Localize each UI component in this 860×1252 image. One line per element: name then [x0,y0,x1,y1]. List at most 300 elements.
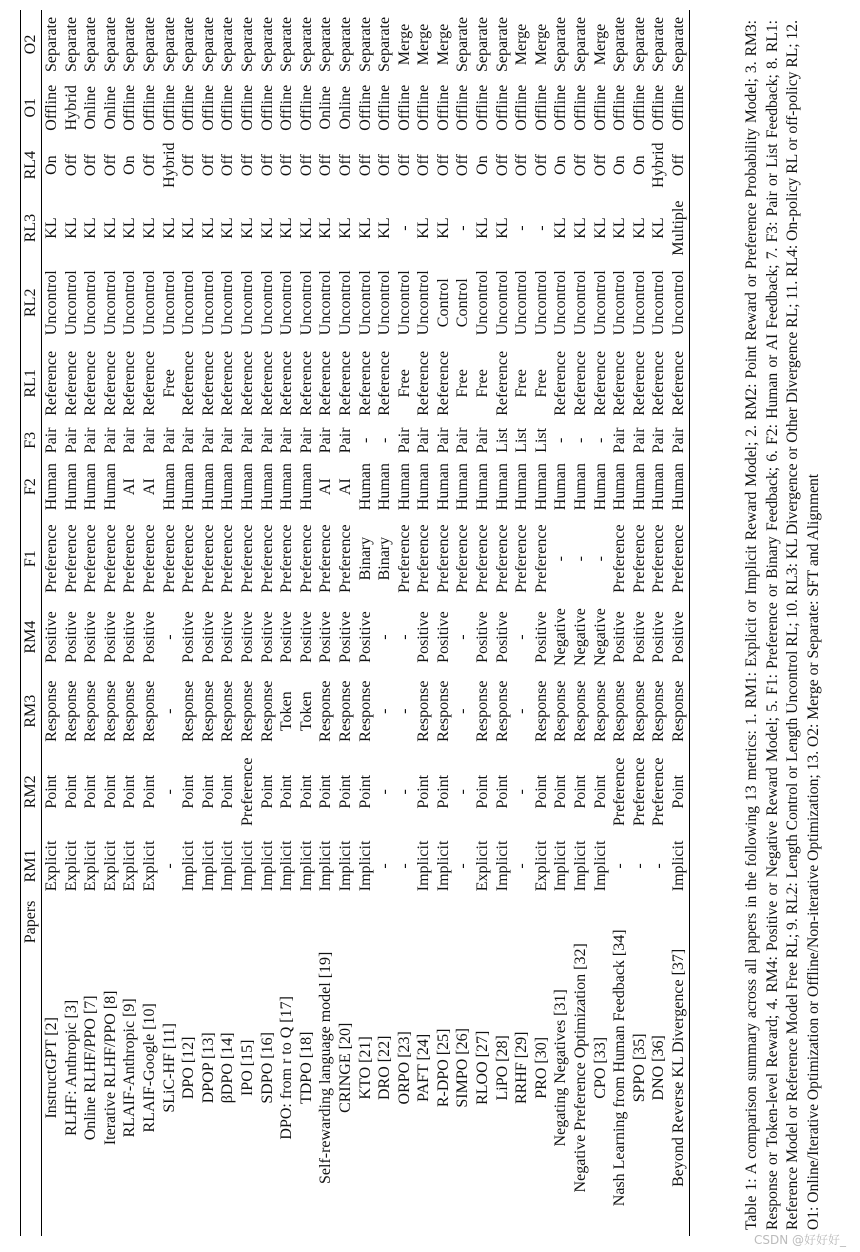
paper-name-cell: Negating Negatives [31] [552,989,570,1147]
column-header-rm3: RM3 [21,673,42,749]
cell-rl1: Reference [376,350,394,416]
cell-rl4: Off [513,154,531,177]
cell-rl4: Off [591,154,609,177]
cell-rm3: Response [336,680,354,742]
cell-rm1: Implicit [317,840,335,892]
cell-rl3: KL [650,217,668,239]
cell-rl4: Off [199,154,217,177]
cell-rm4: Positive [670,611,687,663]
cell-f3: Pair [630,427,648,454]
table-row [336,10,356,1236]
cell-rl2: Control [434,278,452,328]
table-row [610,10,630,1236]
cell-rm1: Explicit [62,840,80,892]
cell-rl3: KL [160,217,178,239]
cell-rl2: Uncontrol [532,270,550,336]
cell-rm2: Point [572,774,590,809]
cell-rl4: Off [62,154,80,177]
table-row [395,10,415,1236]
cell-rl2: Uncontrol [415,270,433,336]
cell-rl2: Uncontrol [101,270,119,336]
column-header-rl4: RL4 [21,137,42,194]
cell-o2: Separate [650,16,668,72]
cell-o1: Offline [474,84,492,131]
cell-rm1: - [630,863,648,869]
cell-rl3: KL [238,217,256,239]
cell-rl1: Free [513,369,531,398]
cell-f3: Pair [199,427,217,454]
table-row [375,10,395,1236]
cell-rl1: Reference [552,350,570,416]
cell-rl2: Uncontrol [474,270,492,336]
cell-o2: Merge [415,23,433,66]
cell-rm1: Implicit [199,840,217,892]
paper-name-cell: βDPO [14] [219,1032,237,1104]
table-row [512,10,532,1236]
cell-f1: Preference [611,524,629,593]
cell-rm4: Positive [101,611,119,663]
cell-rl1: Free [395,369,413,398]
cell-f1: Preference [493,524,511,593]
cell-rm2: Point [199,774,217,809]
table-row [42,10,62,1236]
paper-name-cell: CPO [33] [591,1036,609,1099]
cell-rm2: Point [297,774,315,809]
cell-o1: Offline [376,84,394,131]
cell-rl4: Off [454,154,472,177]
cell-o1: Offline [650,84,668,131]
cell-rm2: Point [434,774,452,809]
cell-f1: Preference [180,524,198,593]
cell-rm3: - [513,708,531,714]
cell-rl2: Uncontrol [82,270,100,336]
paper-name-cell: RLHF: Anthropic [3] [62,999,80,1136]
cell-rl1: Reference [219,350,237,416]
cell-rl4: Off [532,154,550,177]
cell-rl1: Reference [62,350,80,416]
cell-o2: Separate [160,16,178,72]
cell-o1: Offline [160,84,178,131]
cell-o1: Offline [121,84,139,131]
cell-f1: Preference [513,524,531,593]
cell-rl1: Reference [140,350,158,416]
cell-f1: Preference [160,524,178,593]
table-row [258,10,278,1236]
cell-rm1: Implicit [572,840,590,892]
cell-f3: Pair [121,427,139,454]
cell-rl2: Uncontrol [670,270,687,336]
paper-name-cell: R-DPO [25] [434,1028,452,1108]
cell-rm2: Point [670,774,687,809]
cell-rl3: KL [474,217,492,239]
cell-f2: Human [630,463,648,511]
cell-o1: Offline [434,84,452,131]
cell-rl4: Off [336,154,354,177]
cell-f2: Human [572,463,590,511]
cell-rl2: Uncontrol [278,270,296,336]
cell-o1: Offline [278,84,296,131]
cell-rm1: Explicit [101,840,119,892]
cell-f2: Human [82,463,100,511]
cell-rl1: Reference [572,350,590,416]
cell-o1: Offline [297,84,315,131]
table-row [571,10,591,1236]
cell-f2: Human [278,463,296,511]
cell-f3: - [356,437,374,443]
cell-rm4: Positive [434,611,452,663]
cell-rl2: Uncontrol [180,270,198,336]
cell-rl2: Uncontrol [199,270,217,336]
cell-rm1: Implicit [219,840,237,892]
cell-rm1: - [376,863,394,869]
cell-rl3: - [454,225,472,231]
cell-f2: Human [670,463,687,511]
cell-rl2: Uncontrol [297,270,315,336]
cell-rm4: - [395,634,413,640]
cell-o1: Offline [552,84,570,131]
cell-rm4: Positive [62,611,80,663]
cell-rl2: Uncontrol [630,270,648,336]
cell-f1: Preference [317,524,335,593]
cell-rm2: Point [356,774,374,809]
cell-rl2: Uncontrol [493,270,511,336]
cell-rl3: - [532,225,550,231]
cell-rl3: KL [552,217,570,239]
cell-rm4: Positive [43,611,60,663]
cell-f2: AI [121,478,139,496]
paper-name-cell: Iterative RLHF/PPO [8] [101,990,119,1146]
cell-f1: - [591,555,609,562]
paper-name-cell: Negative Preference Optimization [32] [572,943,590,1193]
table-row [218,10,238,1236]
table-row [356,10,376,1236]
paper-name-cell: DPO [12] [180,1036,198,1100]
table-row [434,10,454,1236]
cell-f1: - [552,555,570,562]
cell-rl1: Reference [238,350,256,416]
cell-o1: Online [101,85,119,130]
cell-rl4: Hybrid [160,142,178,188]
cell-o2: Separate [670,16,687,72]
cell-rl2: Uncontrol [62,270,80,336]
cell-f1: Preference [121,524,139,593]
cell-rl4: On [474,155,492,175]
cell-o2: Separate [474,16,492,72]
cell-rm2: Preference [238,757,256,826]
cell-f3: Pair [43,427,60,454]
cell-rl2: Uncontrol [356,270,374,336]
cell-f2: Human [238,463,256,511]
cell-rl3: KL [317,217,335,239]
cell-rm1: Implicit [356,840,374,892]
cell-rm4: Negative [572,608,590,666]
cell-rm3: Response [258,680,276,742]
cell-rm4: Positive [140,611,158,663]
cell-o1: Offline [219,84,237,131]
cell-rl2: Uncontrol [121,270,139,336]
cell-rm1: Explicit [43,840,60,892]
cell-rm3: Response [43,680,60,742]
cell-rl4: Off [395,154,413,177]
cell-rm4: Positive [199,611,217,663]
cell-f1: Preference [474,524,492,593]
cell-rl2: Uncontrol [395,270,413,336]
cell-o1: Offline [199,84,217,131]
cell-rl3: KL [591,217,609,239]
cell-rl4: Off [258,154,276,177]
cell-rm4: Positive [180,611,198,663]
column-header-f1: F1 [21,516,42,601]
cell-rl3: KL [336,217,354,239]
cell-rm4: Positive [336,611,354,663]
cell-rl4: Off [219,154,237,177]
paper-name-cell: CRINGE [20] [336,1022,354,1113]
cell-rm1: Implicit [434,840,452,892]
cell-f2: Human [376,463,394,511]
cell-o2: Separate [356,16,374,72]
cell-rm3: Response [356,680,374,742]
cell-o1: Offline [356,84,374,131]
cell-f3: - [376,437,394,443]
cell-f3: Pair [317,427,335,454]
cell-rl1: Reference [180,350,198,416]
cell-o2: Separate [493,16,511,72]
cell-f2: AI [140,478,158,496]
cell-rl3: KL [356,217,374,239]
cell-rm4: Positive [630,611,648,663]
table-row [493,10,513,1236]
cell-rl2: Uncontrol [336,270,354,336]
cell-rm1: Implicit [180,840,198,892]
cell-rm1: Explicit [121,840,139,892]
table-row [532,10,552,1236]
cell-rm2: Point [62,774,80,809]
cell-f3: - [572,437,590,443]
cell-o2: Separate [611,16,629,72]
cell-o1: Offline [43,84,60,131]
cell-rl4: Off [415,154,433,177]
cell-rm3: Response [415,680,433,742]
cell-o2: Separate [62,16,80,72]
cell-rm2: Point [180,774,198,809]
paper-name-cell: SLiC-HF [11] [160,1023,178,1113]
cell-f3: Pair [219,427,237,454]
cell-rm1: Explicit [140,840,158,892]
cell-f2: Human [258,463,276,511]
cell-rm4: - [454,634,472,640]
cell-rl3: KL [199,217,217,239]
paper-name-cell: PRO [30] [532,1036,550,1099]
cell-o2: Separate [121,16,139,72]
cell-f2: Human [591,463,609,511]
cell-rl1: Reference [121,350,139,416]
paper-name-cell: ORPO [23] [395,1031,413,1105]
cell-f3: Pair [258,427,276,454]
column-header-o2: O2 [21,10,42,79]
cell-rm3: Response [630,680,648,742]
table-row [160,10,180,1236]
cell-rm1: - [650,863,668,869]
cell-rl3: KL [101,217,119,239]
cell-rm2: Preference [630,757,648,826]
cell-f1: Preference [82,524,100,593]
cell-f1: Preference [434,524,452,593]
cell-rm3: Response [591,680,609,742]
cell-f1: - [572,555,590,562]
cell-rl3: KL [258,217,276,239]
cell-rl3: KL [415,217,433,239]
cell-rl1: Free [454,369,472,398]
cell-rl4: Off [82,154,100,177]
cell-f3: - [591,437,609,443]
table-row [316,10,336,1236]
cell-rl1: Reference [297,350,315,416]
cell-rm2: Point [532,774,550,809]
cell-f1: Binary [356,536,374,581]
cell-rm3: Response [180,680,198,742]
cell-rl2: Uncontrol [513,270,531,336]
paper-name-cell: SPPO [35] [630,1033,648,1103]
cell-o2: Separate [278,16,296,72]
cell-rm4: - [513,634,531,640]
cell-rl4: Off [670,154,687,177]
paper-name-cell: InstructGPT [2] [43,1017,60,1119]
cell-o2: Separate [258,16,276,72]
column-header-rl2: RL2 [21,262,42,343]
cell-rl4: Off [297,154,315,177]
cell-rl3: - [513,225,531,231]
cell-rm1: Explicit [474,840,492,892]
cell-rm2: Preference [650,757,668,826]
table-row [630,10,650,1236]
cell-f2: Human [650,463,668,511]
table-row [591,10,611,1236]
table-row [179,10,199,1236]
table-caption: Table 1: A comparison summary across all papers in the following 13 metrics: 1. RM1: Explicit or Implicit Reward Model; 2. RM2: Point Reward or Preference Probability Model; 3. RM3: Response or Token-level Reward; 4. RM4: Positive or Negative Reward Model; 5. F1: Preference or Binary Feedback; 6. F2: Human or AI Feedback; 7. F3: Pair or List Feedback; 8. RL1: Reference Model or Reference Model Free RL; 9. RL2: Length Control or Length Uncontrol RL; 10. RL3: KL Divergence or Other Divergence RL; 11. RL4: On-policy RL or off-policy RL; 12. O1: Online/Iterative Optimization or Offline/Non-iterative Optimization; 13. O2: Merge or Separate: SFT and Alignment [743,20,822,1230]
column-header-f2: F2 [21,457,42,516]
cell-f1: Preference [415,524,433,593]
cell-f1: Preference [219,524,237,593]
cell-rm4: Positive [278,611,296,663]
cell-rl4: On [43,155,60,175]
cell-rl2: Uncontrol [650,270,668,336]
cell-o2: Separate [454,16,472,72]
cell-f1: Preference [454,524,472,593]
cell-rm2: Point [258,774,276,809]
cell-o2: Separate [630,16,648,72]
cell-rm2: Point [278,774,296,809]
cell-rm2: Point [43,774,60,809]
cell-rl4: On [552,155,570,175]
cell-rm3: Response [552,680,570,742]
cell-rl3: KL [376,217,394,239]
cell-rm3: Response [572,680,590,742]
paper-name-cell: Nash Learning from Human Feedback [34] [611,929,629,1207]
cell-rl1: Reference [415,350,433,416]
column-header-rm1: RM1 [21,834,42,897]
cell-o1: Hybrid [62,85,80,131]
table-row [297,10,317,1236]
cell-rm1: Implicit [258,840,276,892]
cell-o2: Separate [297,16,315,72]
cell-rl4: On [630,155,648,175]
cell-rl3: KL [434,217,452,239]
cell-rm1: Implicit [415,840,433,892]
column-header-rm2: RM2 [21,749,42,834]
cell-rm4: Positive [82,611,100,663]
cell-o1: Online [82,85,100,130]
table-row [277,10,297,1236]
cell-rl2: Uncontrol [376,270,394,336]
cell-f3: Pair [82,427,100,454]
column-header-rl3: RL3 [21,194,42,263]
cell-f1: Preference [199,524,217,593]
cell-rl1: Free [474,369,492,398]
cell-rm1: - [454,863,472,869]
cell-rl1: Reference [258,350,276,416]
cell-f3: Pair [670,427,687,454]
column-header-f3: F3 [21,424,42,457]
cell-rm4: Positive [219,611,237,663]
cell-o2: Separate [219,16,237,72]
cell-f3: Pair [62,427,80,454]
cell-rl2: Uncontrol [572,270,590,336]
cell-f3: List [513,427,531,453]
cell-o2: Separate [82,16,100,72]
table-body [42,10,690,1236]
cell-rm3: Response [532,680,550,742]
table-row [81,10,101,1236]
cell-rl2: Uncontrol [611,270,629,336]
table-row [669,10,689,1236]
cell-f1: Preference [238,524,256,593]
table-header-row [21,10,42,1236]
cell-rl1: Reference [611,350,629,416]
cell-rl4: Off [434,154,452,177]
cell-f1: Preference [650,524,668,593]
cell-f2: Human [474,463,492,511]
cell-rm4: Positive [317,611,335,663]
cell-rm3: - [376,708,394,714]
cell-rl4: Off [238,154,256,177]
cell-rl3: KL [493,217,511,239]
cell-f1: Preference [336,524,354,593]
cell-rl1: Reference [650,350,668,416]
cell-rm1: - [395,863,413,869]
cell-rm3: Response [82,680,100,742]
table-row [649,10,669,1236]
cell-o1: Offline [258,84,276,131]
cell-rm4: Positive [474,611,492,663]
cell-rl2: Uncontrol [160,270,178,336]
cell-rm3: Response [219,680,237,742]
cell-rl1: Reference [199,350,217,416]
cell-o2: Separate [199,16,217,72]
cell-rm2: Point [474,774,492,809]
paper-name-cell: RLAIF-Anthropic [9] [121,998,139,1138]
cell-rm2: - [395,789,413,795]
cell-rm2: Point [415,774,433,809]
cell-o2: Merge [591,23,609,66]
cell-f3: Pair [415,427,433,454]
cell-f1: Preference [395,524,413,593]
cell-f1: Preference [258,524,276,593]
paper-name-cell: PAFT [24] [415,1033,433,1102]
cell-rm3: Token [297,691,315,732]
cell-rm1: - [513,863,531,869]
cell-rm4: Positive [415,611,433,663]
cell-f3: Pair [434,427,452,454]
